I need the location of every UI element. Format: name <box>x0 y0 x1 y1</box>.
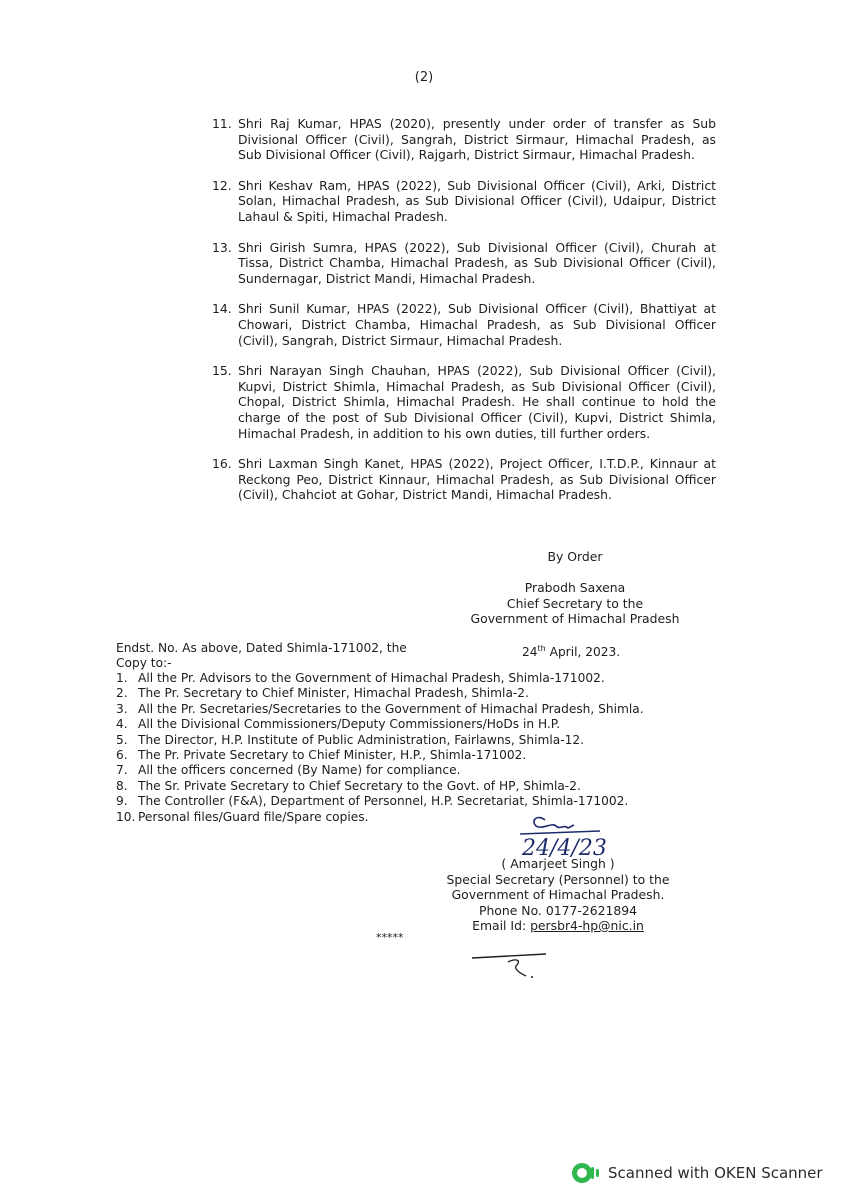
copy-text: The Pr. Private Secretary to Chief Minister, H.P., Shimla-171002. <box>138 748 527 763</box>
endorsement-text: Endst. No. As above, Dated Shimla-171002, the <box>116 641 407 655</box>
copy-item <box>116 717 644 732</box>
second-signatory-block <box>430 856 686 934</box>
oken-watermark-text: Scanned with OKEN Scanner <box>608 1164 823 1182</box>
copy-text: All the officers concerned (By Name) for compliance. <box>138 763 461 778</box>
order-number: 14. <box>212 301 232 317</box>
copy-text: All the Pr. Advisors to the Government of Himachal Pradesh, Shimla-171002. <box>138 671 605 685</box>
email-link[interactable]: persbr4-hp@nic.in <box>530 918 644 933</box>
copy-item <box>116 671 644 686</box>
endorsement <box>116 641 696 671</box>
copy-item <box>116 733 644 748</box>
copy-number: 3. <box>116 701 128 716</box>
copy-number: 2. <box>116 686 128 701</box>
oken-scanner-watermark <box>570 1160 823 1186</box>
second-signatory-office: Government of Himachal Pradesh. <box>451 887 665 902</box>
order-number: 16. <box>212 456 232 472</box>
copy-number: 7. <box>116 763 128 778</box>
transfer-orders-list <box>212 116 716 518</box>
page-number: (2) <box>414 70 434 85</box>
order-number: 15. <box>212 363 232 379</box>
order-text: Shri Girish Sumra, HPAS (2022), Sub Divisional Officer (Civil), Churah at Tissa, District Chamba, Himachal Pradesh, as Sub Divisional Officer (Civil), Sundernagar, District Mandi, Himachal Pradesh. <box>238 239 716 286</box>
signatory-block <box>440 580 710 627</box>
copy-text: Personal files/Guard file/Spare copies. <box>138 809 369 824</box>
endorsement-date <box>522 641 620 660</box>
order-item <box>212 178 716 225</box>
copy-text: The Director, H.P. Institute of Public Administration, Fairlawns, Shimla-12. <box>138 732 585 747</box>
second-signatory-email-line <box>430 918 686 934</box>
by-order: By Order <box>547 549 603 564</box>
order-item <box>212 301 716 348</box>
email-label: Email Id: <box>472 918 531 933</box>
date-day: 24 <box>522 645 538 660</box>
copy-list <box>116 671 644 825</box>
order-text: Shri Narayan Singh Chauhan, HPAS (2022), Sub Divisional Officer (Civil), Kupvi, District Shimla, Himachal Pradesh, as Sub Divisional Officer (Civil), Chopal, District Shimla, Himachal Pradesh. He shall continue to hold the charge of the post of Sub Divisional Officer (Civil), Kupvi, District Shimla, Himachal Pradesh, in addition to his own duties, till further orders. <box>238 363 716 441</box>
copy-item <box>116 779 644 794</box>
copy-item <box>116 794 644 809</box>
copy-number: 8. <box>116 778 128 793</box>
copy-text: All the Divisional Commissioners/Deputy Commissioners/HoDs in H.P. <box>138 717 561 732</box>
order-item <box>212 240 716 287</box>
copy-number: 5. <box>116 732 128 747</box>
copy-item <box>116 702 644 717</box>
copy-number: 6. <box>116 748 128 763</box>
initial-mark <box>468 944 558 980</box>
copy-text: All the Pr. Secretaries/Secretaries to the Government of Himachal Pradesh, Shimla. <box>138 701 644 716</box>
copy-to-label: Copy to:- <box>116 656 172 670</box>
end-stars: ***** <box>376 931 404 944</box>
handwritten-signature <box>500 810 610 860</box>
order-text: Shri Keshav Ram, HPAS (2022), Sub Divisional Officer (Civil), Arki, District Solan, Himachal Pradesh, as Sub Divisional Officer (Civil), Udaipur, District Lahaul & Spiti, Himachal Pradesh. <box>238 177 716 224</box>
second-signatory-name: ( Amarjeet Singh ) <box>501 856 615 871</box>
order-text: Shri Raj Kumar, HPAS (2020), presently under order of transfer as Sub Divisional Officer (Civil), Sangrah, District Sirmaur, Himachal Pradesh, as Sub Divisional Officer (Civil), Rajgarh, District Sirmaur, Himachal Pradesh. <box>238 116 716 163</box>
signature-date: 24/4/23 <box>522 836 607 860</box>
copy-number: 1. <box>116 671 128 685</box>
copy-item <box>116 748 644 763</box>
order-text: Shri Laxman Singh Kanet, HPAS (2022), Project Officer, I.T.D.P., Kinnaur at Reckong Peo, District Kinnaur, Himachal Pradesh, as Sub Divisional Officer (Civil), Chahciot at Gohar, District Mandi, Himachal Pradesh. <box>238 456 716 503</box>
copy-text: The Pr. Secretary to Chief Minister, Himachal Pradesh, Shimla-2. <box>138 686 529 701</box>
second-signatory-designation: Special Secretary (Personnel) to the <box>446 871 670 887</box>
order-item <box>212 116 716 163</box>
order-item <box>212 363 716 441</box>
copy-number: 10. <box>116 809 136 824</box>
date-rest: April, 2023. <box>545 645 621 660</box>
order-number: 11. <box>212 116 232 131</box>
order-number: 13. <box>212 239 232 255</box>
date-suffix: th <box>537 644 546 653</box>
copy-item <box>116 686 644 701</box>
second-signatory-phone: Phone No. 0177-2621894 <box>478 902 638 918</box>
signatory-office: Government of Himachal Pradesh <box>470 611 680 626</box>
signatory-name: Prabodh Saxena <box>524 580 626 595</box>
oken-logo-icon <box>570 1160 600 1186</box>
copy-number: 9. <box>116 794 128 809</box>
copy-number: 4. <box>116 717 128 732</box>
copy-item <box>116 763 644 778</box>
order-text: Shri Sunil Kumar, HPAS (2022), Sub Divisional Officer (Civil), Bhattiyat at Chowari, District Chamba, Himachal Pradesh, as Sub Divisional Officer (Civil), Sangrah, District Sirmaur, Himachal Pradesh. <box>238 301 716 348</box>
copy-text: The Controller (F&A), Department of Personnel, H.P. Secretariat, Shimla-171002. <box>138 794 629 809</box>
order-item <box>212 456 716 503</box>
signatory-designation: Chief Secretary to the <box>506 595 644 611</box>
copy-text: The Sr. Private Secretary to Chief Secretary to the Govt. of HP, Shimla-2. <box>138 778 581 793</box>
order-number: 12. <box>212 177 232 193</box>
